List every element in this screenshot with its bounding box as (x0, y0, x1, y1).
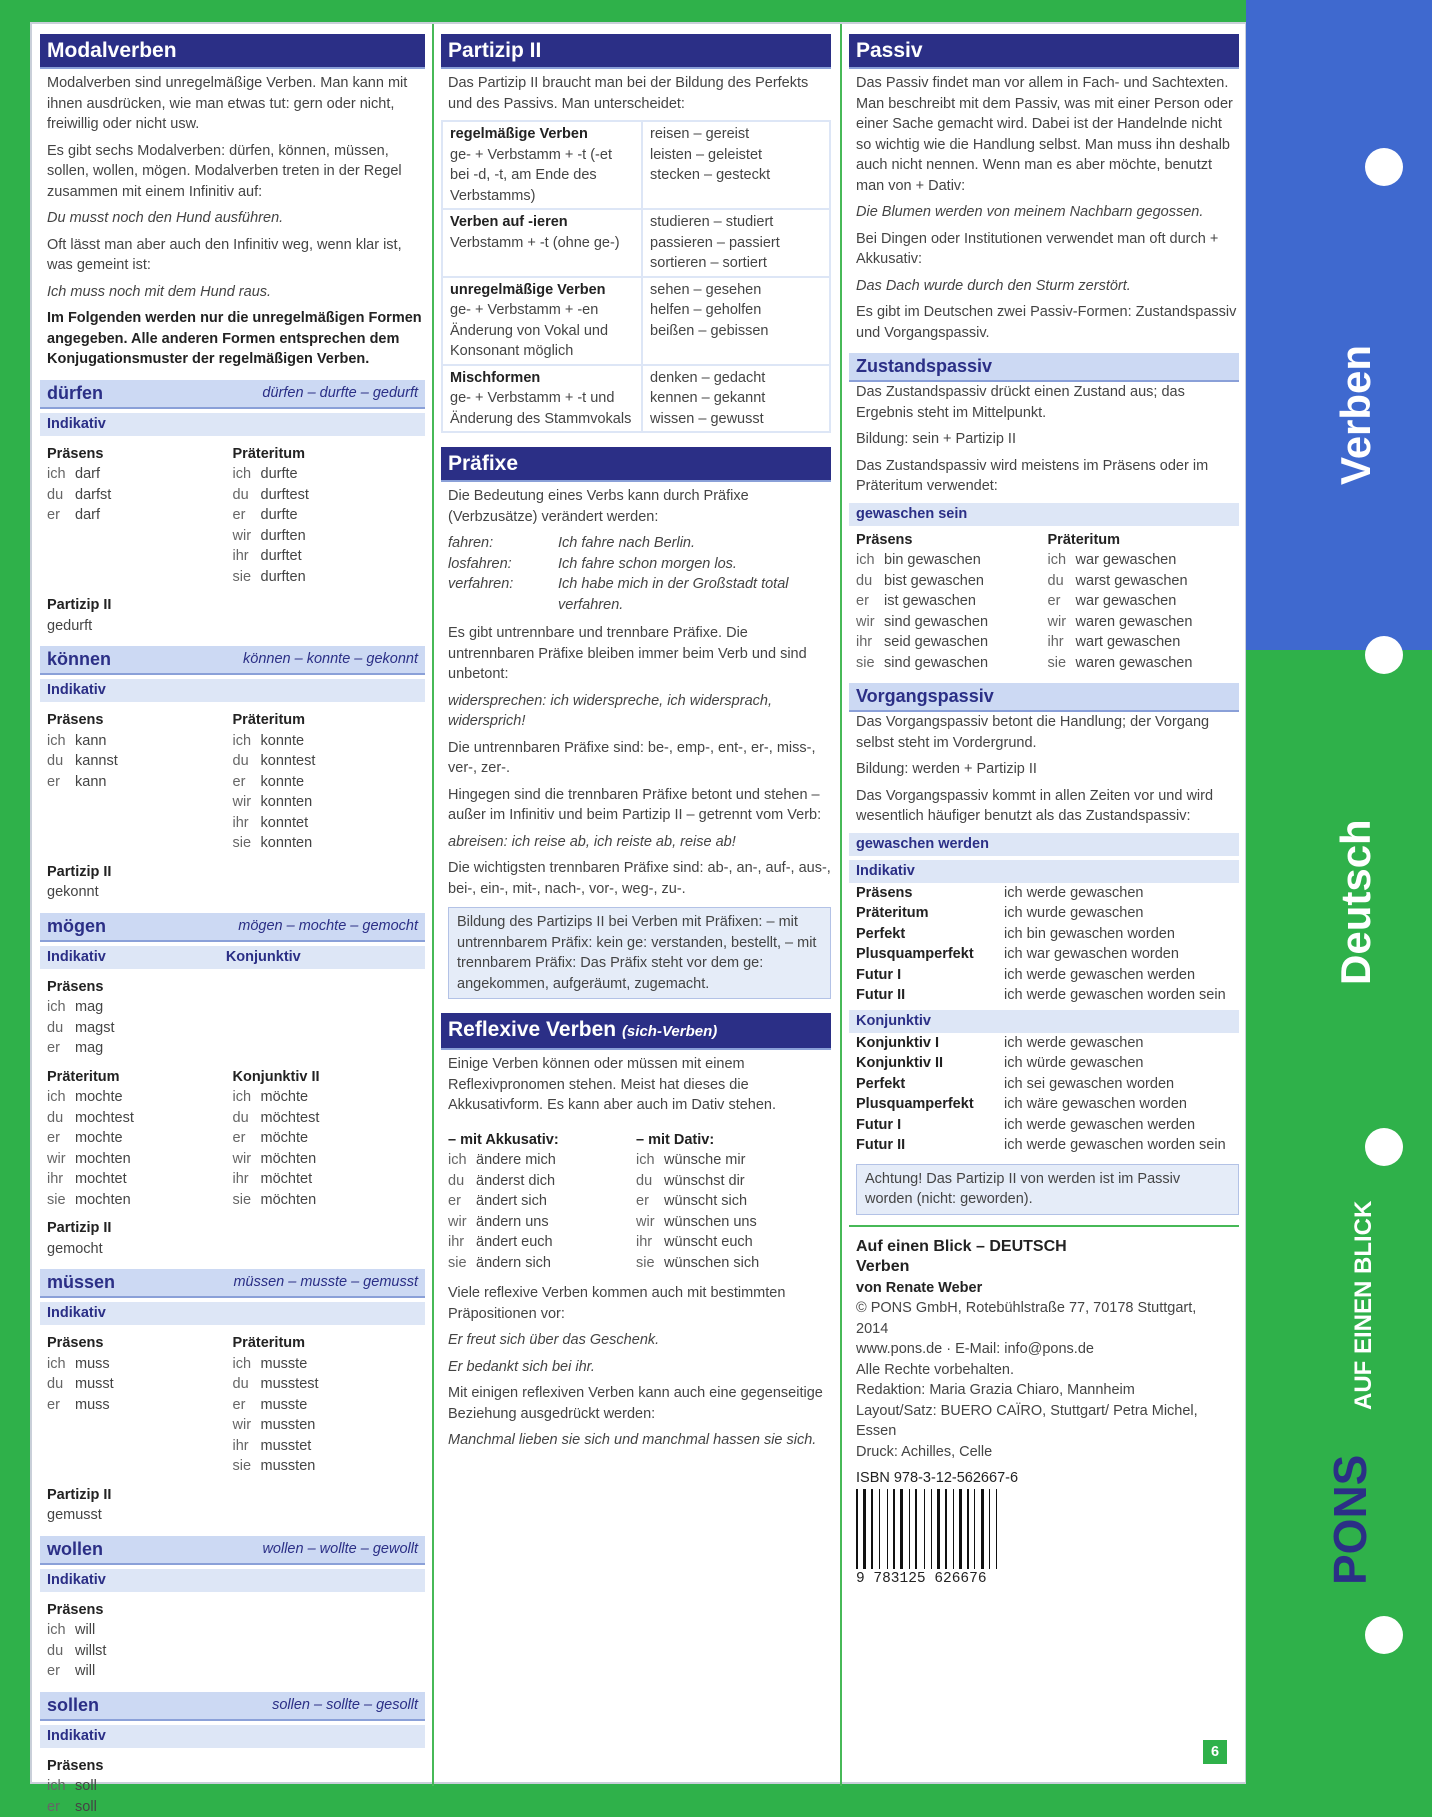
barcode-number: 9 783125 626676 (856, 1569, 1232, 1590)
conj-line: ich soll (47, 1776, 233, 1797)
conj-line: ich möchte (233, 1087, 419, 1108)
conj-line: du durftest (233, 485, 419, 506)
konjunktiv-table (856, 1033, 1239, 1156)
barcode-bar (924, 1489, 925, 1569)
conjugation: Präsens ich muss du musst er muss Präteritum ich musste du musstest er musste wir mussten ihr musstet sie mussten (40, 1325, 425, 1477)
barcode-bar (912, 1489, 913, 1569)
conj-line: du willst (47, 1641, 233, 1662)
vorgangspassiv-heading: Vorgangspassiv (849, 683, 1239, 712)
passiv-row: Konjunktiv I ich werde gewaschen (856, 1033, 1239, 1054)
passiv-example: Die Blumen werden von meinem Nachbarn gegossen. (856, 202, 1239, 223)
reflexiv-line: ich wünsche mir (636, 1150, 824, 1171)
barcode-bar (999, 1489, 1002, 1569)
reflexiv-line: ich ändere mich (448, 1150, 636, 1171)
reflexiv-heading: Reflexive Verben (sich-Verben) (441, 1013, 831, 1050)
barcode-bar (981, 1489, 984, 1569)
conjugation: Präteritum ich mochte du mochtest er mochte wir mochten ihr mochtet sie mochten Konjunktiv II ich möchte du möchtest er möchte wir möchten ihr möchtet sie möchten (40, 1059, 425, 1211)
tab-label-blick: AUF EINEN BLICK (1354, 1201, 1375, 1410)
conj-line: ich musste (233, 1354, 419, 1375)
barcode-bar (856, 1489, 858, 1569)
tab-label-verben: Verben (1346, 345, 1367, 485)
conj-line: ihr konntet (233, 813, 419, 834)
barcode-bar (919, 1489, 922, 1569)
reflexiv-line: er ändert sich (448, 1191, 636, 1212)
barcode-bar (915, 1489, 917, 1569)
reflexiv-line: sie wünschen sich (636, 1253, 824, 1274)
conj-line: er darf (47, 505, 233, 526)
conjugation: Präsens ich will du willst er will (40, 1592, 425, 1682)
barcode (856, 1489, 1232, 1569)
barcode-bar (900, 1489, 903, 1569)
barcode-bar (992, 1489, 994, 1569)
reflexiv-line: du wünschst dir (636, 1171, 824, 1192)
partizip-intro: Das Partizip II braucht man bei der Bildung des Perfekts und des Passivs. Man unterscheidet: (448, 73, 831, 114)
passiv-row: Plusquamperfekt ich wäre gewaschen worden (856, 1094, 1239, 1115)
barcode-bar (879, 1489, 880, 1569)
barcode-bar (860, 1489, 861, 1569)
passiv-note: Achtung! Das Partizip II von werden ist im Passiv worden (nicht: geworden). (856, 1164, 1239, 1215)
konjunktiv-label: Konjunktiv (849, 1010, 1239, 1033)
modal-intro: Oft lässt man aber auch den Infinitiv weg, wenn klar ist, was gemeint ist: (47, 235, 425, 276)
barcode-bar (893, 1489, 895, 1569)
punch-hole (1365, 148, 1403, 186)
passiv-line: ihr wart gewaschen (1048, 632, 1240, 653)
barcode-bar (897, 1489, 898, 1569)
barcode-bar (905, 1489, 907, 1569)
modalverben-column (40, 34, 425, 1817)
passiv-example: Das Dach wurde durch den Sturm zerstört. (856, 276, 1239, 297)
passiv-line: sie sind gewaschen (856, 653, 1048, 674)
imprint: Auf einen Blick – DEUTSCH Verben von Renate Weber © PONS GmbH, Rotebühlstraße 77, 70178 Stuttgart, 2014 www.pons.de · E-Mail: info@pons.de Alle Rechte vorbehalten. Redaktion: Maria Grazia Chiaro, Mannheim Layout/Satz: BUERO CAÏRO, Stuttgart/ Petra Michel, Essen Druck: Achilles, Celle ISBN 978-3-12-562667-6 9 783125 626676 (849, 1225, 1239, 1590)
passiv-row: Präsens ich werde gewaschen (856, 883, 1239, 904)
conjugation: Präsens ich soll er soll (40, 1748, 425, 1817)
conj-line: ich darf (47, 464, 233, 485)
passiv-row: Perfekt ich sei gewaschen worden (856, 1074, 1239, 1095)
conj-line: ich mochte (47, 1087, 233, 1108)
passiv-line: ihr seid gewaschen (856, 632, 1048, 653)
passiv-line: du bist gewaschen (856, 571, 1048, 592)
zustand-subheading: gewaschen sein (849, 503, 1239, 526)
punch-hole (1365, 1128, 1403, 1166)
reflexiv-line: sie ändern sich (448, 1253, 636, 1274)
modal-example: Du musst noch den Hund ausführen. (47, 208, 425, 229)
passiv-row: Futur II ich werde gewaschen worden sein (856, 1135, 1239, 1156)
conj-line: wir mussten (233, 1415, 419, 1436)
conj-line: du musst (47, 1374, 233, 1395)
vorgang-text: Bildung: werden + Partizip II (856, 759, 1239, 780)
modal-intro: Modalverben sind unregelmäßige Verben. Man kann mit ihnen ausdrücken, wie man etwas tut: gern oder nicht, freiwillig oder nicht usw. (47, 73, 425, 135)
barcode-bar (996, 1489, 997, 1569)
passiv-row: Perfekt ich bin gewaschen worden (856, 924, 1239, 945)
verb-list: dürfen dürfen – durfte – gedurft Indikativ Präsens ich darf du darfst er darf Präteritum ich durfte du durftest er durfte wir durften ihr durftet sie durften Partizip II gedurft können können – konnte – gekonnt Indikativ Präsens ich kann du kannst er kann Präteritum ich konnte du konntest er konnte wir konnten ihr konntet sie konnten Partizip II gekonnt mögen mögen – mochte – gemocht Indikativ Konjunktiv Präsens ich mag du magst er mag Präteritum ich mochte du mochtest er mochte wir mochten ihr mochtet sie mochten Konjunktiv II ich möchte du möchtest er möchte wir möchten ihr möchtet sie möchten Partizip II gemocht müssen müssen – musste – gemusst Indikativ Präsens ich muss du musst er muss Präteritum ich musste du musstest er musste wir mussten ihr musstet sie mussten Partizip II gemusst wollen wollen – wollte – gewollt Indikativ Präsens ich will du willst er will sollen sollen – sollte – gesollt Indikativ Präsens ich soll er soll (40, 380, 425, 1817)
barcode-bar (875, 1489, 877, 1569)
vorgang-text: Das Vorgangspassiv kommt in allen Zeiten vor und wird wesentlich häufiger benutzt als das Zustandspassiv: (856, 786, 1239, 827)
barcode-bar (931, 1489, 932, 1569)
modalverben-heading: Modalverben (40, 34, 425, 69)
passiv-text: Das Passiv findet man vor allem in Fach- und Sachtexten. Man beschreibt mit dem Passiv, was mit einer Person oder einer Sache gemacht wird. Dabei ist der Handelnde nicht so wichtig wie die Handlung selbst. Man muss ihn deshalb auch nicht nennen. Wenn man es aber möchte, benutzt man von + Dativ: (856, 73, 1239, 196)
reflexiv-line: er wünscht sich (636, 1191, 824, 1212)
verb-heading: dürfen dürfen – durfte – gedurft (40, 380, 425, 409)
passiv-line: wir sind gewaschen (856, 612, 1048, 633)
reflexiv-example: Er freut sich über das Geschenk. (448, 1330, 831, 1351)
passiv-row: Plusquamperfekt ich war gewaschen worden (856, 944, 1239, 965)
indikativ-label: Indikativ (40, 1725, 425, 1748)
conj-line: er mag (47, 1038, 233, 1059)
vorgang-subheading: gewaschen werden (849, 833, 1239, 856)
partizip-row: Verben auf -ieren Verbstamm + -t (ohne ge-) studieren – studiert passieren – passiert sortieren – sortiert (443, 208, 829, 276)
reflexiv-line: ihr ändert euch (448, 1232, 636, 1253)
modal-intro: Es gibt sechs Modalverben: dürfen, können, müssen, sollen, wollen, mögen. Modalverben treten in der Regel zusammen mit einem Infinitiv auf: (47, 141, 425, 203)
conj-line: sie mussten (233, 1456, 419, 1477)
barcode-bar (942, 1489, 943, 1569)
partizip-form: gekonnt (47, 882, 418, 903)
conj-line: er soll (47, 1797, 233, 1817)
passiv-column (849, 34, 1239, 1589)
barcode-bar (986, 1489, 987, 1569)
partizip-form: gedurft (47, 616, 418, 637)
barcode-bar (967, 1489, 969, 1569)
reference-sheet (30, 22, 1247, 1784)
partizip-row: regelmäßige Verben ge- + Verbstamm + -t (-et bei -d, -t, am Ende des Verbstamms) reisen – gereist leisten – geleistet stecken – gesteckt (443, 122, 829, 208)
page-number: 6 (1203, 1740, 1227, 1764)
praefix-example: fahren: Ich fahre nach Berlin. (448, 533, 831, 554)
conj-line: ich mag (47, 997, 233, 1018)
reflexiv-intro: Einige Verben können oder müssen mit einem Reflexivpronomen stehen. Meist hat dieses die Akkusativform. Es kann aber auch im Dativ stehen. (448, 1054, 831, 1116)
praefix-example: verfahren: Ich habe mich in der Großstadt total verfahren. (448, 574, 831, 615)
praefixe-example: abreisen: ich reise ab, ich reiste ab, reise ab! (448, 832, 831, 853)
passiv-row: Futur I ich werde gewaschen werden (856, 1115, 1239, 1136)
barcode-bar (871, 1489, 873, 1569)
barcode-bar (959, 1489, 962, 1569)
conj-line: sie durften (233, 567, 419, 588)
indikativ-label: Indikativ (40, 1569, 425, 1592)
praefixe-heading: Präfixe (441, 447, 831, 482)
verb-heading: mögen mögen – mochte – gemocht (40, 913, 425, 942)
zustand-text: Das Zustandspassiv drückt einen Zustand aus; das Ergebnis steht im Mittelpunkt. (856, 382, 1239, 423)
middle-column (441, 34, 831, 1457)
vorgang-text: Das Vorgangspassiv betont die Handlung; der Vorgang selbst steht im Vordergrund. (856, 712, 1239, 753)
barcode-bar (934, 1489, 935, 1569)
conj-line: ich will (47, 1620, 233, 1641)
punch-hole (1365, 636, 1403, 674)
verb-heading: können können – konnte – gekonnt (40, 646, 425, 675)
passiv-row: Futur I ich werde gewaschen werden (856, 965, 1239, 986)
conj-line: sie mochten (47, 1190, 233, 1211)
column-divider (432, 24, 434, 1786)
conj-line: ihr mochtet (47, 1169, 233, 1190)
conj-line: wir möchten (233, 1149, 419, 1170)
modal-example: Ich muss noch mit dem Hund raus. (47, 282, 425, 303)
conj-line: ihr durftet (233, 546, 419, 567)
conj-line: du kannst (47, 751, 233, 772)
reflexiv-line: du änderst dich (448, 1171, 636, 1192)
barcode-bar (868, 1489, 869, 1569)
isbn: ISBN 978-3-12-562667-6 (856, 1468, 1232, 1489)
pons-logo: PONS (1340, 1455, 1361, 1585)
conj-line: ich durfte (233, 464, 419, 485)
conj-line: ihr möchtet (233, 1169, 419, 1190)
praefixe-example: widersprechen: ich widerspreche, ich widersprach, widersprich! (448, 691, 831, 732)
passiv-row: Futur II ich werde gewaschen worden sein (856, 985, 1239, 1006)
conj-line: du darfst (47, 485, 233, 506)
conj-line: wir mochten (47, 1149, 233, 1170)
barcode-bar (882, 1489, 885, 1569)
praefixe-infobox: Bildung des Partizips II bei Verben mit Präfixen: – mit untrennbarem Präfix: kein ge: verstanden, bestellt, – mit trennbarem Präfix: Das Präfix steht vor dem ge: angekommen, aufgeräumt, zugemacht. (448, 907, 831, 999)
zustand-table: Präsens ich bin gewaschen du bist gewaschen er ist gewaschen wir sind gewaschen ihr seid gewaschen sie sind gewaschen Präteritum ich war gewaschen du warst gewaschen er war gewaschen wir waren gewaschen ihr wart gewaschen sie waren gewaschen (856, 526, 1239, 674)
conj-line: er musste (233, 1395, 419, 1416)
partizip-row: unregelmäßige Verben ge- + Verbstamm + -en Änderung von Vokal und Konsonant möglich sehen – gesehen helfen – geholfen beißen – gebissen (443, 276, 829, 364)
barcode-bar (953, 1489, 954, 1569)
conjugation: Präsens ich darf du darfst er darf Präteritum ich durfte du durftest er durfte wir durften ihr durftet sie durften (40, 436, 425, 588)
conj-line: sie konnten (233, 833, 419, 854)
tab-label-deutsch: Deutsch (1346, 819, 1367, 985)
passiv-row: Präteritum ich wurde gewaschen (856, 903, 1239, 924)
praefixe-text: Die untrennbaren Präfixe sind: be-, emp-, ent-, er-, miss-, ver-, zer-. (448, 738, 831, 779)
conj-line: er mochte (47, 1128, 233, 1149)
punch-hole (1365, 1616, 1403, 1654)
passiv-row: Konjunktiv II ich würde gewaschen (856, 1053, 1239, 1074)
praefixe-text: Die wichtigsten trennbaren Präfixe sind: ab-, an-, auf-, aus-, bei-, ein-, mit-, nach-, vor-, weg-, zu-. (448, 858, 831, 899)
conj-line: er konnte (233, 772, 419, 793)
conjugation: Präsens ich kann du kannst er kann Präteritum ich konnte du konntest er konnte wir konnten ihr konntet sie konnten (40, 702, 425, 854)
zustand-text: Das Zustandspassiv wird meistens im Präsens oder im Präteritum verwendet: (856, 456, 1239, 497)
praefixe-examples (441, 533, 831, 615)
barcode-bar (977, 1489, 979, 1569)
indikativ-table (856, 883, 1239, 1006)
passiv-line: du warst gewaschen (1048, 571, 1240, 592)
verb-heading: sollen sollen – sollte – gesollt (40, 1692, 425, 1721)
barcode-bar (863, 1489, 866, 1569)
barcode-bar (964, 1489, 965, 1569)
verb-heading: müssen müssen – musste – gemusst (40, 1269, 425, 1298)
zustandspassiv-heading: Zustandspassiv (849, 353, 1239, 382)
conj-line: er möchte (233, 1128, 419, 1149)
conj-line: sie möchten (233, 1190, 419, 1211)
passiv-line: ich bin gewaschen (856, 550, 1048, 571)
conj-line: ich kann (47, 731, 233, 752)
praefixe-intro: Die Bedeutung eines Verbs kann durch Präfixe (Verbzusätze) verändert werden: (448, 486, 831, 527)
reflexiv-text: Mit einigen reflexiven Verben kann auch eine gegenseitige Beziehung ausgedrückt werden: (448, 1383, 831, 1424)
partizip-form: gemusst (47, 1505, 418, 1526)
modal-note: Im Folgenden werden nur die unregelmäßigen Formen angegeben. Alle anderen Formen entsprechen dem Konjugationsmuster der regelmäßigen Verben. (47, 308, 425, 370)
indikativ-label: Indikativ (40, 1302, 425, 1325)
conj-line: ich muss (47, 1354, 233, 1375)
reflexiv-table: – mit Akkusativ: ich ändere mich du änderst dich er ändert sich wir ändern uns ihr ändert euch sie ändern sich – mit Dativ: ich wünsche mir du wünschst dir er wünscht sich wir wünschen uns ihr wünscht euch sie wünschen sich (441, 1122, 831, 1274)
indikativ-label: Indikativ (40, 679, 425, 702)
conj-line: ich konnte (233, 731, 419, 752)
passiv-text: Bei Dingen oder Institutionen verwendet man oft durch + Akkusativ: (856, 229, 1239, 270)
barcode-bar (949, 1489, 951, 1569)
reflexiv-example: Manchmal lieben sie sich und manchmal hassen sie sich. (448, 1430, 831, 1451)
passiv-line: er war gewaschen (1048, 591, 1240, 612)
reflexiv-line: wir wünschen uns (636, 1212, 824, 1233)
barcode-bar (989, 1489, 990, 1569)
barcode-bar (927, 1489, 929, 1569)
passiv-line: ich war gewaschen (1048, 550, 1240, 571)
reflexiv-example: Er bedankt sich bei ihr. (448, 1357, 831, 1378)
indikativ-label: Indikativ (40, 413, 425, 436)
partizip-row: Mischformen ge- + Verbstamm + -t und Änderung des Stammvokals denken – gedacht kennen – gekannt wissen – gewusst (443, 364, 829, 432)
barcode-bar (890, 1489, 891, 1569)
conj-line: wir konnten (233, 792, 419, 813)
partizip-table (441, 120, 831, 433)
conj-line: er durfte (233, 505, 419, 526)
indikativ-label: Indikativ (849, 860, 1239, 883)
conj-line: du mochtest (47, 1108, 233, 1129)
zustand-text: Bildung: sein + Partizip II (856, 429, 1239, 450)
praefixe-text: Hingegen sind die trennbaren Präfixe betont und stehen – außer im Infinitiv und beim Partizip II – getrennt vom Verb: (448, 785, 831, 826)
praefixe-text: Es gibt untrennbare und trennbare Präfixe. Die untrennbaren Präfixe bleiben immer beim Verb und sind unbetont: (448, 623, 831, 685)
conj-line: ihr musstet (233, 1436, 419, 1457)
conj-line: du musstest (233, 1374, 419, 1395)
indikativ-label: Indikativ Konjunktiv (40, 946, 425, 969)
tab-verben (1246, 0, 1432, 650)
praefix-example: losfahren: Ich fahre schon morgen los. (448, 554, 831, 575)
barcode-bar (945, 1489, 947, 1569)
barcode-bar (909, 1489, 910, 1569)
barcode-bar (956, 1489, 957, 1569)
reflexiv-line: wir ändern uns (448, 1212, 636, 1233)
passiv-line: wir waren gewaschen (1048, 612, 1240, 633)
conj-line: er kann (47, 772, 233, 793)
column-divider (840, 24, 842, 1786)
conj-line: du möchtest (233, 1108, 419, 1129)
conj-line: wir durften (233, 526, 419, 547)
reflexiv-text: Viele reflexive Verben kommen auch mit bestimmten Präpositionen vor: (448, 1283, 831, 1324)
verb-heading: wollen wollen – wollte – gewollt (40, 1536, 425, 1565)
barcode-bar (974, 1489, 975, 1569)
partizip-heading: Partizip II (441, 34, 831, 69)
reflexiv-line: ihr wünscht euch (636, 1232, 824, 1253)
passiv-text: Es gibt im Deutschen zwei Passiv-Formen: Zustandspassiv und Vorgangspassiv. (856, 302, 1239, 343)
barcode-bar (937, 1489, 940, 1569)
conj-line: du konntest (233, 751, 419, 772)
barcode-bar (971, 1489, 972, 1569)
passiv-heading: Passiv (849, 34, 1239, 69)
barcode-bar (887, 1489, 888, 1569)
partizip-form: gemocht (47, 1239, 418, 1260)
conjugation: Präsens ich mag du magst er mag (40, 969, 425, 1059)
conj-line: er will (47, 1661, 233, 1682)
conj-line: er muss (47, 1395, 233, 1416)
conj-line: du magst (47, 1018, 233, 1039)
passiv-line: er ist gewaschen (856, 591, 1048, 612)
passiv-line: sie waren gewaschen (1048, 653, 1240, 674)
